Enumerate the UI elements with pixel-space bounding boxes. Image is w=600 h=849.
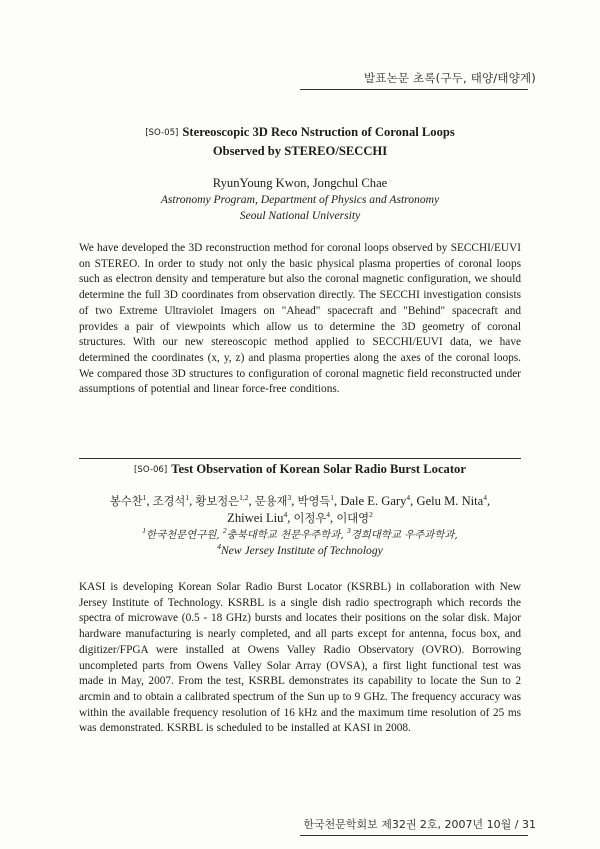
author-name: 박영득 [297, 495, 331, 508]
abstract-title [79, 461, 521, 480]
footer-rule [300, 835, 528, 836]
author-affiliation-mark: 1 [185, 492, 190, 502]
affiliation-name: 충북대학교 천문우주학과, [226, 529, 347, 541]
author-name: 황보정은 [195, 495, 240, 508]
header-rule [300, 89, 528, 90]
author-affiliation-mark: 1 [142, 492, 147, 502]
affiliation-name: 경희대학교 우주과학과, [350, 529, 458, 541]
abstract-affiliation-line1 [79, 527, 521, 543]
affiliation-name: 한국천문연구원, [146, 529, 223, 541]
abstract-so-05 [79, 124, 521, 398]
abstract-title-line1: Stereoscopic 3D Reco Nstruction of Coronal Loops [182, 125, 455, 139]
author-affiliation-mark: 4 [326, 509, 331, 519]
abstract-tag: [SO-05] [145, 128, 179, 138]
author-separator: , [248, 494, 255, 508]
author-name: Zhiwei Liu [227, 511, 284, 525]
abstract-authors-line2 [79, 510, 521, 527]
author-separator: , [487, 494, 491, 508]
abstract-authors: RyunYoung Kwon, Jongchul Chae [212, 176, 388, 190]
abstract-title-text: Test Observation of Korean Solar Radio Burst Locator [171, 462, 466, 476]
author-separator: , [189, 494, 196, 508]
running-footer: 한국천문학회보 제32권 2호, 2007년 10월 / 31 [303, 818, 536, 831]
affiliation-name: New Jersey Institute of Technology [220, 544, 383, 557]
abstract-title-line2: Observed by STEREO/SECCHI [212, 144, 388, 158]
abstract-affiliation-line2: Seoul National University [239, 209, 361, 222]
running-header: 발표논문 초록(구두, 태양/태양계) [363, 71, 536, 85]
author-name: 봉수찬 [109, 495, 143, 508]
abstract-body: We have developed the 3D reconstruction method for coronal loops observed by SECCHI/EUVI on STEREO. In order to study not only the basic physical plasma properties of coronal loops such as electron density and temperature but also the coronal magnetic configuration, we should determine the full 3D coordinates from observation directly. The SECCHI investigation consists of two Extreme Ultraviolet Imagers on "Ahead" spacecraft and "Behind" spacecraft and provides a pair of viewpoints which allow us to determine the 3D geometry of coronal structures. With our new stereoscopic method applied to SECCHI/EUVI data, we have determined the coordinates (x, y, z) and plasma properties along the axes of the coronal loops. We compared those 3D structures to configuration of coronal magnetic field reconstructed under assumptions of potential and linear force-free conditions. [79, 242, 521, 396]
abstract-title [79, 124, 521, 143]
author-separator: , [330, 511, 337, 525]
abstract-body: KASI is developing Korean Solar Radio Burst Locator (KSRBL) in collaboration with New Jersey Institute of Technology. KSRBL is a single dish radio spectrograph which records the spectra of microwave (0.5 - 18 GHz) bursts and locates their positions on the solar disk. Major hardware manufacturing is nearly completed, and all parts except for antenna, focus box, and digitizer/FPGA were installed at Owens Valley Radio Observatory (OVRO). Borrowing uncompleted parts from Owens Valley Solar Array (OVSA), a first light functional test was made in May, 2007. From the test, KSRBL demonstrates its capability to locate the Sun to 2 arcmin and to obtain a calibrated spectrum of the Sun up to 9 GHz. The frequency accuracy was within the available frequency resolution of 16 kHz and the maximum time resolution of 25 ms was demonstrated. KSRBL is scheduled to be installed at KASI in 2008. [79, 581, 521, 735]
affiliation-mark: 1 [142, 526, 147, 536]
author-affiliation-mark: 3 [287, 492, 292, 502]
author-affiliation-mark: 4 [283, 509, 288, 519]
author-name: 이대영 [336, 512, 370, 525]
author-name: Gelu M. Nita [416, 494, 484, 508]
author-name: 이정우 [293, 512, 327, 525]
author-affiliation-mark: 1,2 [239, 492, 249, 502]
author-separator: , [334, 494, 341, 508]
author-affiliation-mark: 2 [369, 509, 373, 519]
author-name: Dale E. Gary [340, 494, 407, 508]
section-divider [79, 458, 521, 459]
affiliation-mark: 4 [217, 542, 221, 552]
abstract-authors-line1 [79, 493, 521, 510]
author-name: 조경석 [152, 495, 186, 508]
abstract-so-06 [79, 461, 521, 737]
author-name: 문용재 [254, 495, 288, 508]
author-affiliation-mark: 1 [330, 492, 335, 502]
affiliation-mark: 3 [346, 526, 351, 536]
author-separator: , [291, 494, 298, 508]
abstract-affiliation-line1: Astronomy Program, Department of Physics and Astronomy [160, 193, 440, 206]
author-separator: , [287, 511, 294, 525]
author-separator: , [410, 494, 417, 508]
affiliation-mark: 2 [222, 526, 227, 536]
author-affiliation-mark: 4 [406, 492, 411, 502]
author-affiliation-mark: 4 [483, 492, 488, 502]
abstract-tag: [SO-06] [134, 465, 168, 475]
author-separator: , [146, 494, 153, 508]
abstract-affiliation-line2 [79, 543, 521, 559]
